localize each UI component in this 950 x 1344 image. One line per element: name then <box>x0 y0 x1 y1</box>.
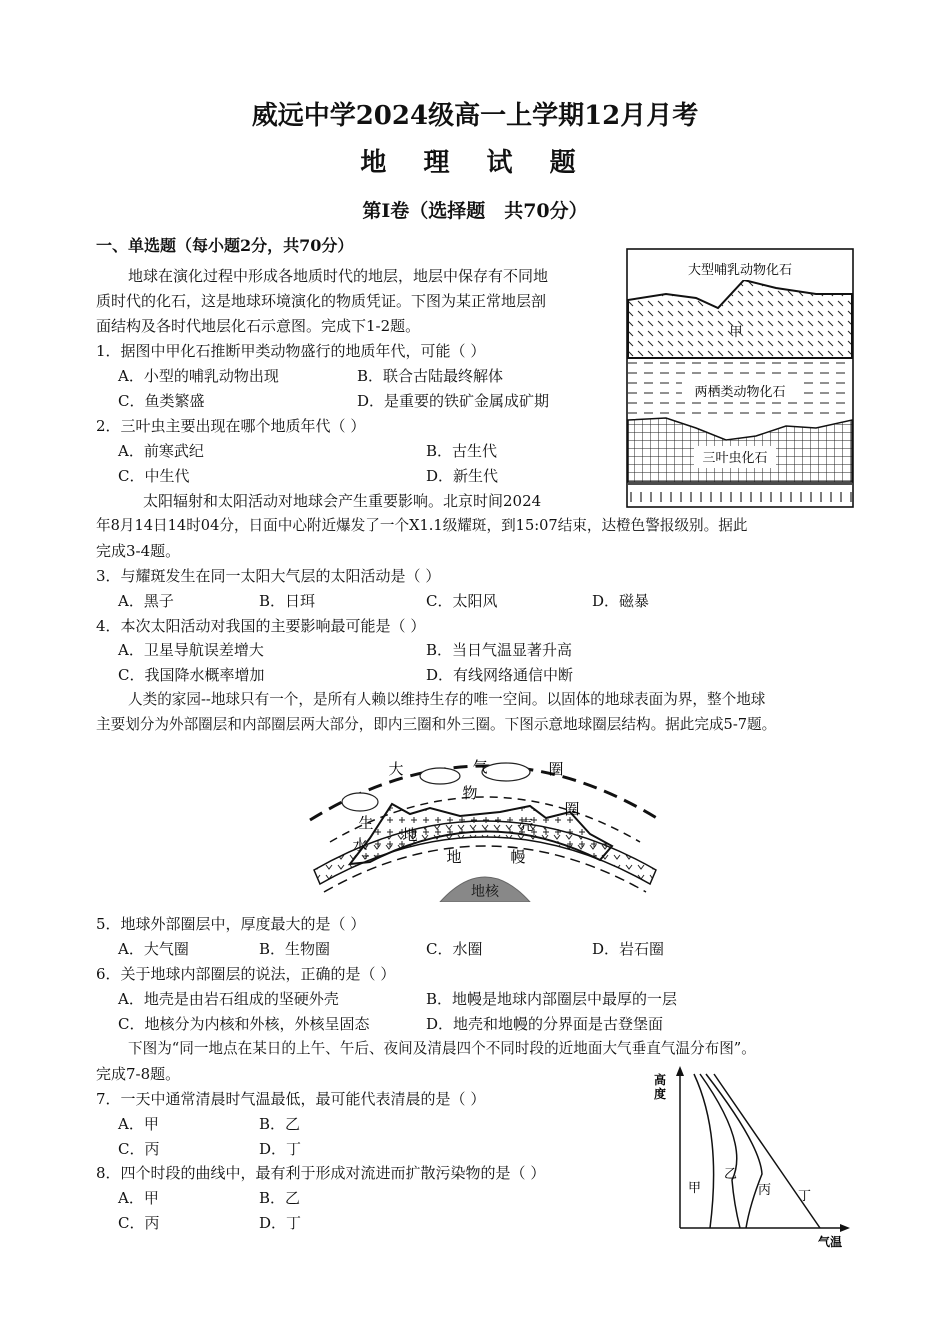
curve-label-bing: 丙 <box>758 1182 772 1197</box>
question-3-option-b[interactable]: B．日珥 <box>259 592 316 610</box>
passage-4-line-2: 完成7-8题。 <box>96 1065 181 1083</box>
passage-3-line-2: 主要划分为外部圈层和内部圈层两大部分，即内三圈和外三圈。下图示意地球圈层结构。据此完成5-7题。 <box>96 716 777 733</box>
question-5-option-b[interactable]: B．生物圈 <box>259 940 331 958</box>
strata-profile-figure <box>626 248 854 508</box>
question-1-option-b[interactable]: B．联合古陆最终解体 <box>357 367 504 385</box>
curve-label-ding: 丁 <box>798 1188 812 1203</box>
curve-label-jia: 甲 <box>688 1180 702 1195</box>
label-bio-1: 生 <box>358 815 374 832</box>
passage-2-line-1: 太阳辐射和太阳活动对地球会产生重要影响。北京时间2024 <box>143 492 542 510</box>
passage-4-line-1: 下图为“同一地点在某日的上午、午后、夜间及清晨四个不同时段的近地面大气垂直气温分布图”。 <box>128 1040 756 1057</box>
part-heading: 一、单选题（每小题2分，共70分） <box>96 236 354 255</box>
passage-1-line-2: 质时代的化石，这是地球环境演化的物质凭证。下图为某正常地层剖 <box>96 292 547 310</box>
section-title: 第Ⅰ卷（选择题 共70分） <box>362 200 588 222</box>
question-2-option-a[interactable]: A．前寒武纪 <box>118 442 204 460</box>
label-crust-1: 地 <box>402 827 418 844</box>
question-1-option-a[interactable]: A．小型的哺乳动物出现 <box>118 367 279 385</box>
axis-y-label: 度 <box>654 1087 667 1101</box>
question-3-option-a[interactable]: A．黑子 <box>118 592 174 610</box>
cloud-icon <box>342 763 530 811</box>
question-4-option-c[interactable]: C．我国降水概率增加 <box>118 666 265 684</box>
question-3-stem: 3．与耀斑发生在同一太阳大气层的太阳活动是（ ） <box>96 567 441 585</box>
question-8-option-d[interactable]: D．丁 <box>259 1214 302 1232</box>
exam-title: 威远中学2024级高一上学期12月月考 <box>251 101 699 131</box>
question-4-option-a[interactable]: A．卫星导航误差增大 <box>118 641 264 659</box>
label-bio-2: 物 <box>462 785 478 802</box>
passage-2-line-3: 完成3-4题。 <box>96 542 181 560</box>
label-mantle-1: 地 <box>446 849 462 866</box>
curve-yi <box>700 1074 740 1228</box>
earth-spheres-figure <box>300 742 670 902</box>
question-6-option-a[interactable]: A．地壳是由岩石组成的坚硬外壳 <box>118 990 339 1008</box>
axis-y-label-line-1: 高 <box>654 1073 667 1087</box>
label-atm-1: 大 <box>388 761 404 778</box>
question-2-stem: 2．三叶虫主要出现在哪个地质年代（ ） <box>96 417 366 435</box>
label-mantle-2: 幔 <box>510 849 526 866</box>
question-1-option-d[interactable]: D．是重要的铁矿金属成矿期 <box>357 392 550 410</box>
question-8-option-b[interactable]: B．乙 <box>259 1189 301 1207</box>
temperature-profile-figure <box>650 1064 860 1250</box>
question-5-stem: 5．地球外部圈层中，厚度最大的是（ ） <box>96 915 366 933</box>
label-crust-2: 壳 <box>518 817 534 834</box>
label-core: 地核 <box>471 883 499 899</box>
question-5-option-a[interactable]: A．大气圈 <box>118 940 189 958</box>
question-7-option-d[interactable]: D．丁 <box>259 1140 302 1158</box>
passage-2-line-2: 年8月14日14时04分，日面中心附近爆发了一个X1.1级耀斑，到15:07结束，达橙色警报级别。据此 <box>96 517 748 534</box>
axis-x-label: 气温 <box>818 1235 843 1249</box>
question-2-option-d[interactable]: D．新生代 <box>426 467 499 485</box>
question-2-option-c[interactable]: C．中生代 <box>118 467 190 485</box>
strata-label-trilobite: 三叶虫化石 <box>702 450 768 465</box>
passage-1-line-1: 地球在演化过程中形成各地质时代的地层，地层中保存有不同地 <box>128 267 549 285</box>
question-4-option-d[interactable]: D．有线网络通信中断 <box>426 666 574 684</box>
passage-1-line-3: 面结构及各时代地层化石示意图。完成下1-2题。 <box>96 317 421 335</box>
question-7-option-c[interactable]: C．丙 <box>118 1140 160 1158</box>
question-2-option-b[interactable]: B．古生代 <box>426 442 498 460</box>
question-7-option-b[interactable]: B．乙 <box>259 1115 301 1133</box>
question-8-stem: 8．四个时段的曲线中，最有利于形成对流进而扩散污染物的是（ ） <box>96 1164 546 1182</box>
question-6-option-c[interactable]: C．地核分为内核和外核，外核呈固态 <box>118 1015 370 1033</box>
strata-label-amphibian: 两栖类动物化石 <box>694 384 786 399</box>
question-4-option-b[interactable]: B．当日气温显著升高 <box>426 641 573 659</box>
label-atm-3: 圈 <box>548 761 564 778</box>
label-bio-3: 圈 <box>564 801 580 818</box>
question-1-stem: 1．据图中甲化石推断甲类动物盛行的地质年代，可能（ ） <box>96 342 486 360</box>
question-1-option-c[interactable]: C．鱼类繁盛 <box>118 392 205 410</box>
passage-3-line-1: 人类的家园--地球只有一个，是所有人赖以维持生存的唯一空间。以固体的地球表面为界，整个地球 <box>128 691 766 708</box>
label-atm-2: 气 <box>472 759 488 776</box>
question-8-option-a[interactable]: A．甲 <box>118 1189 159 1207</box>
label-hydro: 水 <box>352 837 368 854</box>
strata-label-mammal: 大型哺乳动物化石 <box>687 262 793 277</box>
subject-title: 地 理 试 题 <box>360 148 590 178</box>
question-8-option-c[interactable]: C．丙 <box>118 1214 160 1232</box>
curve-ding <box>714 1074 820 1228</box>
strata-label-jia: 甲 <box>729 324 743 339</box>
question-3-option-c[interactable]: C．太阳风 <box>426 592 498 610</box>
curve-jia <box>694 1074 714 1228</box>
question-6-option-d[interactable]: D．地壳和地幔的分界面是古登堡面 <box>426 1015 664 1033</box>
curve-label-yi: 乙 <box>724 1166 738 1181</box>
question-5-option-c[interactable]: C．水圈 <box>426 940 483 958</box>
question-7-option-a[interactable]: A．甲 <box>118 1115 159 1133</box>
question-4-stem: 4．本次太阳活动对我国的主要影响最可能是（ ） <box>96 617 426 635</box>
question-5-option-d[interactable]: D．岩石圈 <box>592 940 665 958</box>
question-3-option-d[interactable]: D．磁暴 <box>592 592 650 610</box>
question-6-option-b[interactable]: B．地幔是地球内部圈层中最厚的一层 <box>426 990 678 1008</box>
question-7-stem: 7．一天中通常清晨时气温最低，最可能代表清晨的是（ ） <box>96 1090 486 1108</box>
question-6-stem: 6．关于地球内部圈层的说法，正确的是（ ） <box>96 965 396 983</box>
